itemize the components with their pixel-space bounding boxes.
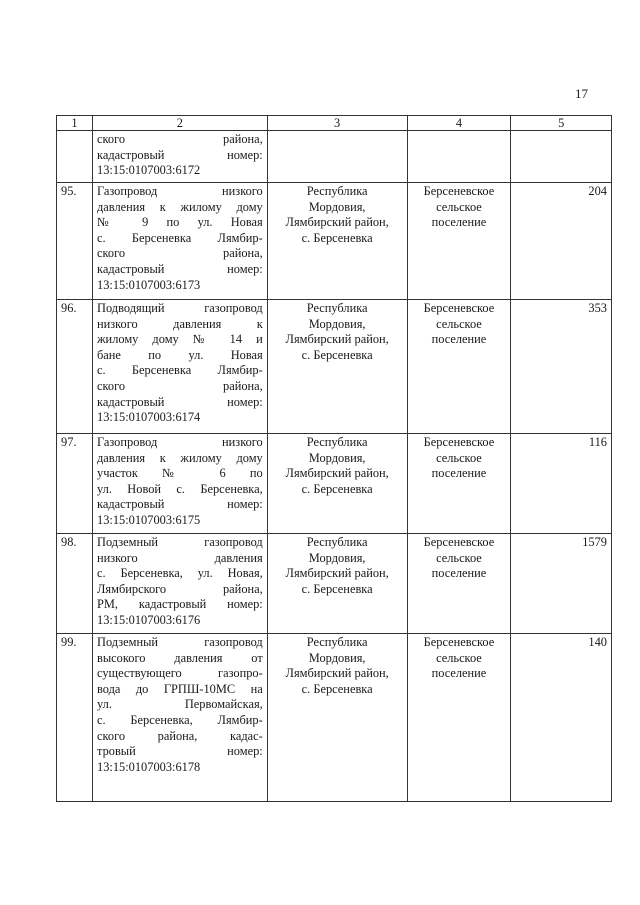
object-name-line: бане по ул. Новая bbox=[97, 347, 263, 362]
object-name-line: Подземный газопровод bbox=[97, 535, 263, 549]
row-number: 99. bbox=[57, 634, 93, 802]
object-name-cell bbox=[93, 183, 268, 300]
owner-line: поселение bbox=[431, 566, 487, 581]
owner-line: поселение bbox=[431, 666, 487, 681]
object-name-line: кадастровый номер: bbox=[97, 261, 263, 276]
object-name-line: ул. Первомайская, bbox=[97, 697, 263, 712]
row-number: 95. bbox=[57, 183, 93, 300]
object-name-line: 13:15:0107003:6175 bbox=[97, 512, 201, 527]
object-name-line: 13:15:0107003:6172 bbox=[97, 163, 201, 178]
object-name-line: с. Берсеневка, Лямбир- bbox=[97, 712, 263, 727]
table-row bbox=[57, 131, 612, 183]
address-line: Лямбирский район, bbox=[285, 215, 389, 230]
address-line: Лямбирский район, bbox=[285, 466, 389, 481]
object-name-line: кадастровый номер: bbox=[97, 147, 263, 162]
address-line: Республика bbox=[306, 535, 368, 549]
address-line: Республика bbox=[306, 184, 368, 198]
owner-cell bbox=[407, 183, 511, 300]
owner-line: сельское bbox=[436, 450, 482, 465]
object-name-line: высокого давления от bbox=[97, 650, 263, 665]
address-line: Лямбирский район, bbox=[285, 666, 389, 681]
object-name-line: низкого давления к bbox=[97, 316, 263, 331]
owner-line: сельское bbox=[436, 550, 482, 565]
address-line: Лямбирский район, bbox=[285, 332, 389, 347]
object-name-line: участок № 6 по bbox=[97, 466, 263, 481]
object-name-line: ского района, bbox=[97, 132, 263, 146]
table-header-row bbox=[57, 116, 612, 131]
object-name-line: РМ, кадастровый номер: bbox=[97, 597, 263, 612]
header-col-2: 2 bbox=[93, 116, 268, 131]
table-row bbox=[57, 434, 612, 534]
owner-line: сельское bbox=[436, 316, 482, 331]
address-cell bbox=[267, 131, 407, 183]
object-name-line: тровый номер: bbox=[97, 744, 263, 759]
owner-cell bbox=[407, 534, 511, 634]
object-name-line: ского района, кадас- bbox=[97, 728, 263, 743]
page-number: 17 bbox=[575, 86, 588, 101]
quantity-cell: 204 bbox=[511, 183, 612, 300]
header-col-4: 4 bbox=[407, 116, 511, 131]
address-line: с. Берсеневка bbox=[301, 681, 373, 696]
object-name-line: 13:15:0107003:6174 bbox=[97, 410, 201, 425]
object-name-line: существующего газопро- bbox=[97, 666, 263, 681]
row-number bbox=[57, 131, 93, 183]
table-row bbox=[57, 183, 612, 300]
table-row bbox=[57, 634, 612, 802]
object-name-cell bbox=[93, 300, 268, 434]
address-line: Республика bbox=[306, 635, 368, 649]
owner-line: поселение bbox=[431, 466, 487, 481]
owner-line: Берсеневское bbox=[423, 535, 495, 549]
address-line: Мордовия, bbox=[308, 450, 366, 465]
owner-cell bbox=[407, 300, 511, 434]
object-name-line: кадастровый номер: bbox=[97, 497, 263, 512]
owner-line: сельское bbox=[436, 199, 482, 214]
address-line: с. Берсеневка bbox=[301, 347, 373, 362]
address-cell bbox=[267, 434, 407, 534]
owner-line: поселение bbox=[431, 215, 487, 230]
owner-line: Берсеневское bbox=[423, 301, 495, 315]
object-name-cell bbox=[93, 534, 268, 634]
address-line: с. Берсеневка bbox=[301, 581, 373, 596]
object-name-line: вода до ГРПШ-10МС на bbox=[97, 681, 263, 696]
header-col-1: 1 bbox=[57, 116, 93, 131]
object-name-line: жилому дому № 14 и bbox=[97, 332, 263, 347]
quantity-cell: 353 bbox=[511, 300, 612, 434]
address-line: Мордовия, bbox=[308, 650, 366, 665]
row-number: 98. bbox=[57, 534, 93, 634]
address-cell bbox=[267, 534, 407, 634]
address-line: Мордовия, bbox=[308, 316, 366, 331]
owner-cell bbox=[407, 131, 511, 183]
registry-table bbox=[56, 115, 612, 802]
address-line: Республика bbox=[306, 435, 368, 449]
object-name-line: Подземный газопровод bbox=[97, 635, 263, 649]
object-name-line: ского района, bbox=[97, 378, 263, 393]
owner-line: поселение bbox=[431, 332, 487, 347]
object-name-cell bbox=[93, 634, 268, 802]
quantity-cell: 1579 bbox=[511, 534, 612, 634]
address-line: Лямбирский район, bbox=[285, 566, 389, 581]
address-line: Республика bbox=[306, 301, 368, 315]
object-name-line: ского района, bbox=[97, 246, 263, 261]
owner-line: сельское bbox=[436, 650, 482, 665]
address-cell bbox=[267, 183, 407, 300]
object-name-cell bbox=[93, 131, 268, 183]
object-name-line: низкого давления bbox=[97, 550, 263, 565]
object-name-line: с. Берсеневка Лямбир- bbox=[97, 230, 263, 245]
address-line: с. Берсеневка bbox=[301, 481, 373, 496]
table-row bbox=[57, 300, 612, 434]
object-name-line: Лямбирского района, bbox=[97, 581, 263, 596]
quantity-cell: 140 bbox=[511, 634, 612, 802]
object-name-line: кадастровый номер: bbox=[97, 394, 263, 409]
header-col-3: 3 bbox=[267, 116, 407, 131]
object-name-line: Газопровод низкого bbox=[97, 184, 263, 198]
object-name-line: 13:15:0107003:6173 bbox=[97, 277, 201, 292]
owner-cell bbox=[407, 634, 511, 802]
object-name-line: 13:15:0107003:6176 bbox=[97, 612, 201, 627]
owner-cell bbox=[407, 434, 511, 534]
quantity-cell: 116 bbox=[511, 434, 612, 534]
object-name-line: Подводящий газопровод bbox=[97, 301, 263, 315]
object-name-line: Газопровод низкого bbox=[97, 435, 263, 449]
table-body bbox=[57, 131, 612, 802]
object-name-line: давления к жилому дому bbox=[97, 450, 263, 465]
object-name-line: ул. Новой с. Берсеневка, bbox=[97, 481, 263, 496]
object-name-line: № 9 по ул. Новая bbox=[97, 215, 263, 230]
object-name-cell bbox=[93, 434, 268, 534]
object-name-line: с. Берсеневка Лямбир- bbox=[97, 363, 263, 378]
address-cell bbox=[267, 634, 407, 802]
object-name-line: давления к жилому дому bbox=[97, 199, 263, 214]
object-name-line: 13:15:0107003:6178 bbox=[97, 759, 201, 774]
owner-line: Берсеневское bbox=[423, 435, 495, 449]
row-number: 96. bbox=[57, 300, 93, 434]
table-row bbox=[57, 534, 612, 634]
quantity-cell bbox=[511, 131, 612, 183]
address-line: Мордовия, bbox=[308, 550, 366, 565]
header-col-5: 5 bbox=[511, 116, 612, 131]
owner-line: Берсеневское bbox=[423, 184, 495, 198]
owner-line: Берсеневское bbox=[423, 635, 495, 649]
row-number: 97. bbox=[57, 434, 93, 534]
address-line: с. Берсеневка bbox=[301, 230, 373, 245]
address-cell bbox=[267, 300, 407, 434]
address-line: Мордовия, bbox=[308, 199, 366, 214]
object-name-line: с. Берсеневка, ул. Новая, bbox=[97, 566, 263, 581]
